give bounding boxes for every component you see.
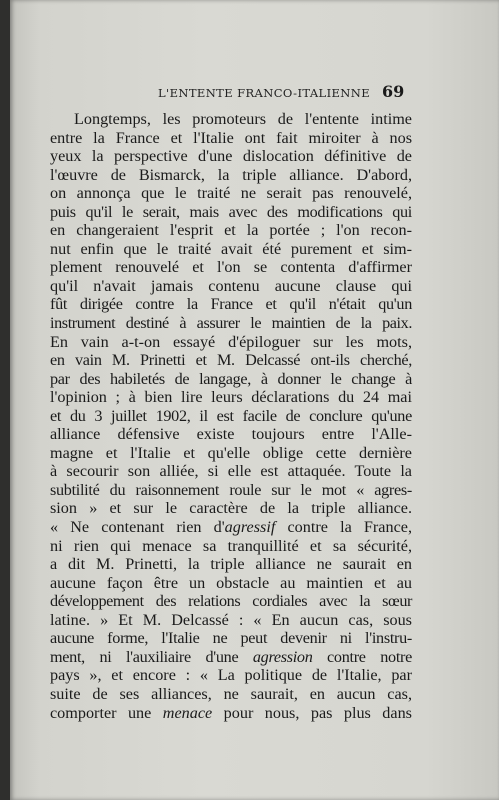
- text-line: par des habiletés de langage, à donner le change à: [50, 369, 412, 388]
- text-line: subtilité du raisonnement roule sur le mot « agres-: [50, 480, 412, 499]
- text-line: instrument destiné à assurer le maintien de la paix.: [50, 314, 412, 333]
- text-line: a dit M. Prinetti, la triple alliance ne saurait en: [50, 555, 412, 574]
- text-line: entre la France et l'Italie ont fait miroiter à nos: [50, 128, 412, 147]
- text-line: comporter une menace pour nous, pas plus dans: [50, 703, 412, 722]
- text-line: en changeraient l'esprit et la portée ; l'on recon-: [50, 221, 412, 240]
- book-page: [10, 0, 499, 800]
- text-line: magne et l'Italie et qu'elle oblige cette dernière: [50, 443, 412, 462]
- text-line: suite de ses alliances, ne saurait, en aucun cas,: [50, 684, 412, 703]
- text-line: l'opinion ; à bien lire leurs déclarations du 24 mai: [50, 388, 412, 407]
- text-line: ni rien qui menace sa tranquillité et sa sécurité,: [50, 536, 412, 555]
- text-line: et du 3 juillet 1902, il est facile de conclure qu'une: [50, 406, 412, 425]
- text-line: alliance défensive existe toujours entre l'Alle-: [50, 425, 412, 444]
- text-line: puis qu'il le serait, mais avec des modifications qui: [50, 202, 412, 221]
- text-line: pays », et encore : « La politique de l'Italie, par: [50, 666, 412, 685]
- text-line: nut enfin que le traité avait été purement et sim-: [50, 239, 412, 258]
- running-head-title: L'ENTENTE FRANCO-ITALIENNE: [158, 86, 371, 100]
- running-head: [10, 82, 499, 106]
- text-line: « Ne contenant rien d'agressif contre la France,: [50, 518, 413, 537]
- text-line: latine. » Et M. Delcassé : « En aucun cas, sous: [50, 610, 412, 629]
- text-line: développement des relations cordiales avec la sœur: [50, 592, 412, 611]
- text-line: plement renouvelé et l'on se contenta d'affirmer: [50, 258, 412, 277]
- text-line: fût dirigée contre la France et qu'il n'était qu'un: [50, 295, 412, 314]
- text-line: aucune façon être un obstacle au maintien et au: [50, 573, 412, 592]
- text-line: aucune forme, l'Italie ne peut devenir ni l'instru-: [50, 629, 412, 648]
- text-line: en vain M. Prinetti et M. Delcassé ont-ils cherché,: [50, 351, 412, 370]
- text-line: ment, ni l'auxiliaire d'une agression contre notre: [50, 647, 412, 666]
- italic-word: agressif: [224, 518, 276, 537]
- text-line: à secourir son alliée, si elle est attaquée. Toute la: [50, 462, 412, 481]
- text-line: En vain a-t-on essayé d'épiloguer sur les mots,: [50, 332, 412, 351]
- body-text: [50, 110, 412, 722]
- page-number: 69: [382, 82, 405, 101]
- text-line: l'œuvre de Bismarck, la triple alliance. D'abord,: [50, 165, 412, 184]
- italic-word: agression: [252, 647, 313, 666]
- text-line: yeux la perspective d'une dislocation définitive de: [50, 147, 412, 166]
- text-line: qu'il n'avait jamais contenu aucune clause qui: [50, 276, 412, 295]
- text-line: Longtemps, les promoteurs de l'entente intime: [74, 110, 412, 128]
- text-line: on annonça que le traité ne serait pas renouvelé,: [50, 184, 412, 203]
- text-line: sion » et sur le caractère de la triple alliance.: [50, 499, 412, 518]
- italic-word: menace: [162, 703, 213, 722]
